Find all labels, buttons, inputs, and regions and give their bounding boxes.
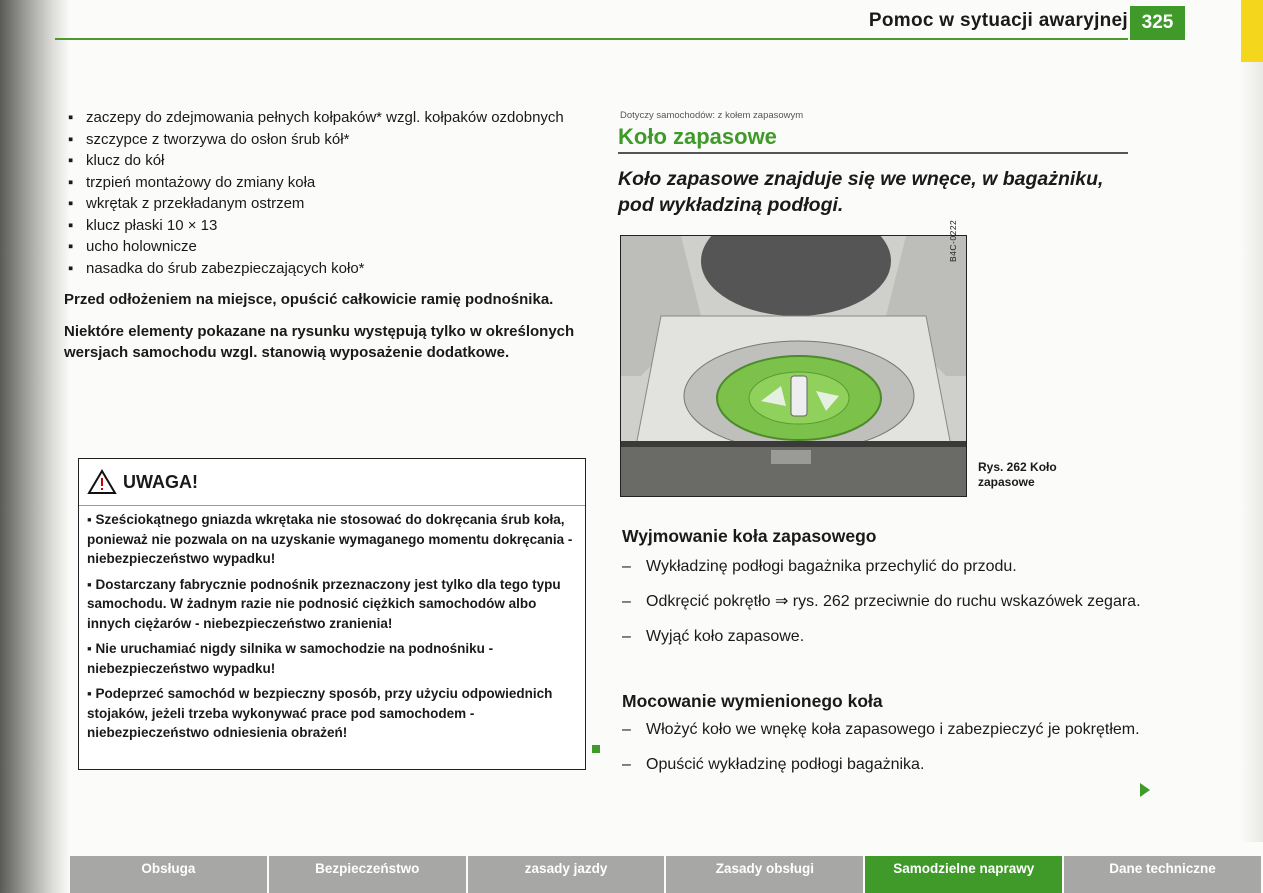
mount-steps (622, 719, 1142, 775)
step-item: – Odkręcić pokrętło ⇒ rys. 262 przeciwnie do ruchu wskazówek zegara. (622, 591, 1142, 612)
page-number: 325 (1130, 6, 1185, 40)
tab-bezpieczenstwo[interactable]: Bezpieczeństwo (269, 856, 468, 893)
tab-samodzielne-naprawy[interactable]: Samodzielne naprawy (865, 856, 1064, 893)
jack-note: Przed odłożeniem na miejsce, opuścić całkowicie ramię podnośnika. (64, 291, 554, 308)
list-item: ▪ klucz do kół (64, 150, 584, 172)
continue-arrow-icon (1140, 783, 1150, 797)
remove-heading: Wyjmowanie koła zapasowego (622, 526, 877, 546)
list-item: ▪ ucho holownicze (64, 236, 584, 258)
tab-zasady-jazdy[interactable]: zasady jazdy (468, 856, 667, 893)
warning-body (79, 506, 585, 743)
figure-caption (978, 460, 1057, 490)
warning-item: ▪ Dostarczany fabrycznie podnośnik przeznaczony jest tylko dla tego typu samochodu. W żadnym razie nie podnosić ciężkich samochodów albo innych ciężarów - niebezpieczeństwo zranienia! (87, 575, 575, 634)
warning-title: UWAGA! (123, 471, 198, 492)
warning-item: ▪ Sześciokątnego gniazda wkrętaka nie stosować do dokręcania śrub koła, ponieważ nie pozwala on na uzyskanie wymaganego momentu dokręcania - niebezpieczeństwo wypadku! (87, 510, 575, 569)
warning-header (79, 459, 585, 506)
step-item: – Opuścić wykładzinę podłogi bagażnika. (622, 754, 1142, 775)
list-item: ▪ wkrętak z przekładanym ostrzem (64, 193, 584, 215)
section-lead: Koło zapasowe znajduje się we wnęce, w bagażniku, pod wykładziną podłogi. (618, 168, 1104, 216)
list-item: ▪ klucz płaski 10 × 13 (64, 215, 584, 237)
warning-item: ▪ Podeprzeć samochód w bezpieczny sposób, przy użyciu odpowiednich stojaków, jeżeli trzeba wykonywać prace pod samochodem - niebezpieczeństwo odniesienia obrażeń! (87, 684, 575, 743)
step-item: – Wyjąć koło zapasowe. (622, 626, 1142, 647)
remove-steps (622, 556, 1142, 647)
page-edge (1241, 62, 1263, 842)
section-title: Koło zapasowe (618, 124, 777, 149)
section-rule (618, 152, 1128, 154)
tab-dane-techniczne[interactable]: Dane techniczne (1064, 856, 1263, 893)
step-item: – Włożyć koło we wnękę koła zapasowego i zabezpieczyć je pokrętłem. (622, 719, 1142, 740)
list-item: ▪ szczypce z tworzywa do osłon śrub kół* (64, 129, 584, 151)
applicability-note: Dotyczy samochodów: z kołem zapasowym (620, 110, 804, 121)
caption-line: zapasowe (978, 475, 1035, 489)
chapter-edge-marker (1241, 0, 1263, 62)
tab-zasady-obslugi[interactable]: Zasady obsługi (666, 856, 865, 893)
list-item: ▪ trzpień montażowy do zmiany koła (64, 172, 584, 194)
trunk-illustration (621, 236, 966, 496)
step-item: – Wykładzinę podłogi bagażnika przechylić do przodu. (622, 556, 1142, 577)
book-binding-shadow (0, 0, 70, 893)
list-item: ▪ nasadka do śrub zabezpieczających koło* (64, 258, 584, 280)
tab-obsluga[interactable]: Obsługa (70, 856, 269, 893)
header-rule (55, 38, 1128, 40)
mount-heading: Mocowanie wymienionego koła (622, 691, 883, 711)
tool-list-section (64, 107, 584, 364)
section-end-marker (592, 745, 600, 753)
equipment-note: Niektóre elementy pokazane na rysunku występują tylko w określonych wersjach samochodu wzgl. stanowią wyposażenie dodatkowe. (64, 322, 575, 361)
caption-line: Rys. 262 Koło (978, 460, 1057, 474)
chapter-tabs (70, 856, 1263, 893)
warning-item: ▪ Nie uruchamiać nigdy silnika w samochodzie na podnośniku - niebezpieczeństwo wypadku! (87, 639, 575, 678)
spare-wheel-figure (620, 235, 967, 497)
list-item: ▪ zaczepy do zdejmowania pełnych kołpaków* wzgl. kołpaków ozdobnych (64, 107, 584, 129)
chapter-title: Pomoc w sytuacji awaryjnej (868, 10, 1128, 31)
figure-code: B4C-0222 (948, 219, 958, 262)
tool-list (64, 107, 584, 279)
warning-box (78, 458, 586, 770)
warning-triangle-icon (87, 469, 117, 495)
